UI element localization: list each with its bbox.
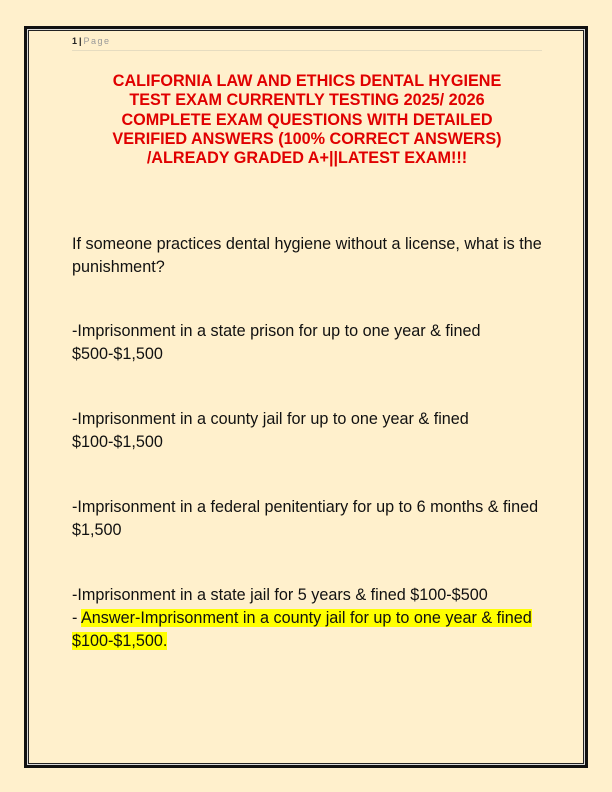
- option-3: -Imprisonment in a federal penitentiary for up to 6 months & fined $1,500: [72, 498, 539, 539]
- title-line: TEST EXAM CURRENTLY TESTING 2025/ 2026: [129, 91, 485, 110]
- title-line: COMPLETE EXAM QUESTIONS WITH DETAILED: [121, 110, 493, 129]
- page-number: 1: [72, 36, 78, 46]
- option-1: -Imprisonment in a state prison for up to one year & fined $500-$1,500: [72, 322, 481, 363]
- option-4: -Imprisonment in a state jail for 5 years & fined $100-$500: [72, 586, 488, 604]
- page-label: Page: [83, 36, 111, 46]
- option-2: -Imprisonment in a county jail for up to one year & fined $100-$1,500: [72, 410, 469, 451]
- document-title: [72, 72, 542, 168]
- page-separator: |: [79, 36, 82, 46]
- option-4-and-answer: [72, 584, 547, 653]
- page-header: [72, 36, 542, 51]
- title-line: CALIFORNIA LAW AND ETHICS DENTAL HYGIENE: [112, 72, 502, 90]
- answer-prefix: -: [72, 609, 81, 627]
- title-line: /ALREADY GRADED A+||LATEST EXAM!!!: [146, 149, 468, 168]
- highlighted-answer: Answer-Imprisonment in a county jail for up to one year & fined $100-$1,500.: [72, 609, 532, 650]
- title-line: VERIFIED ANSWERS (100% CORRECT ANSWERS): [112, 129, 502, 148]
- question-text: If someone practices dental hygiene without a license, what is the punishment?: [72, 235, 542, 276]
